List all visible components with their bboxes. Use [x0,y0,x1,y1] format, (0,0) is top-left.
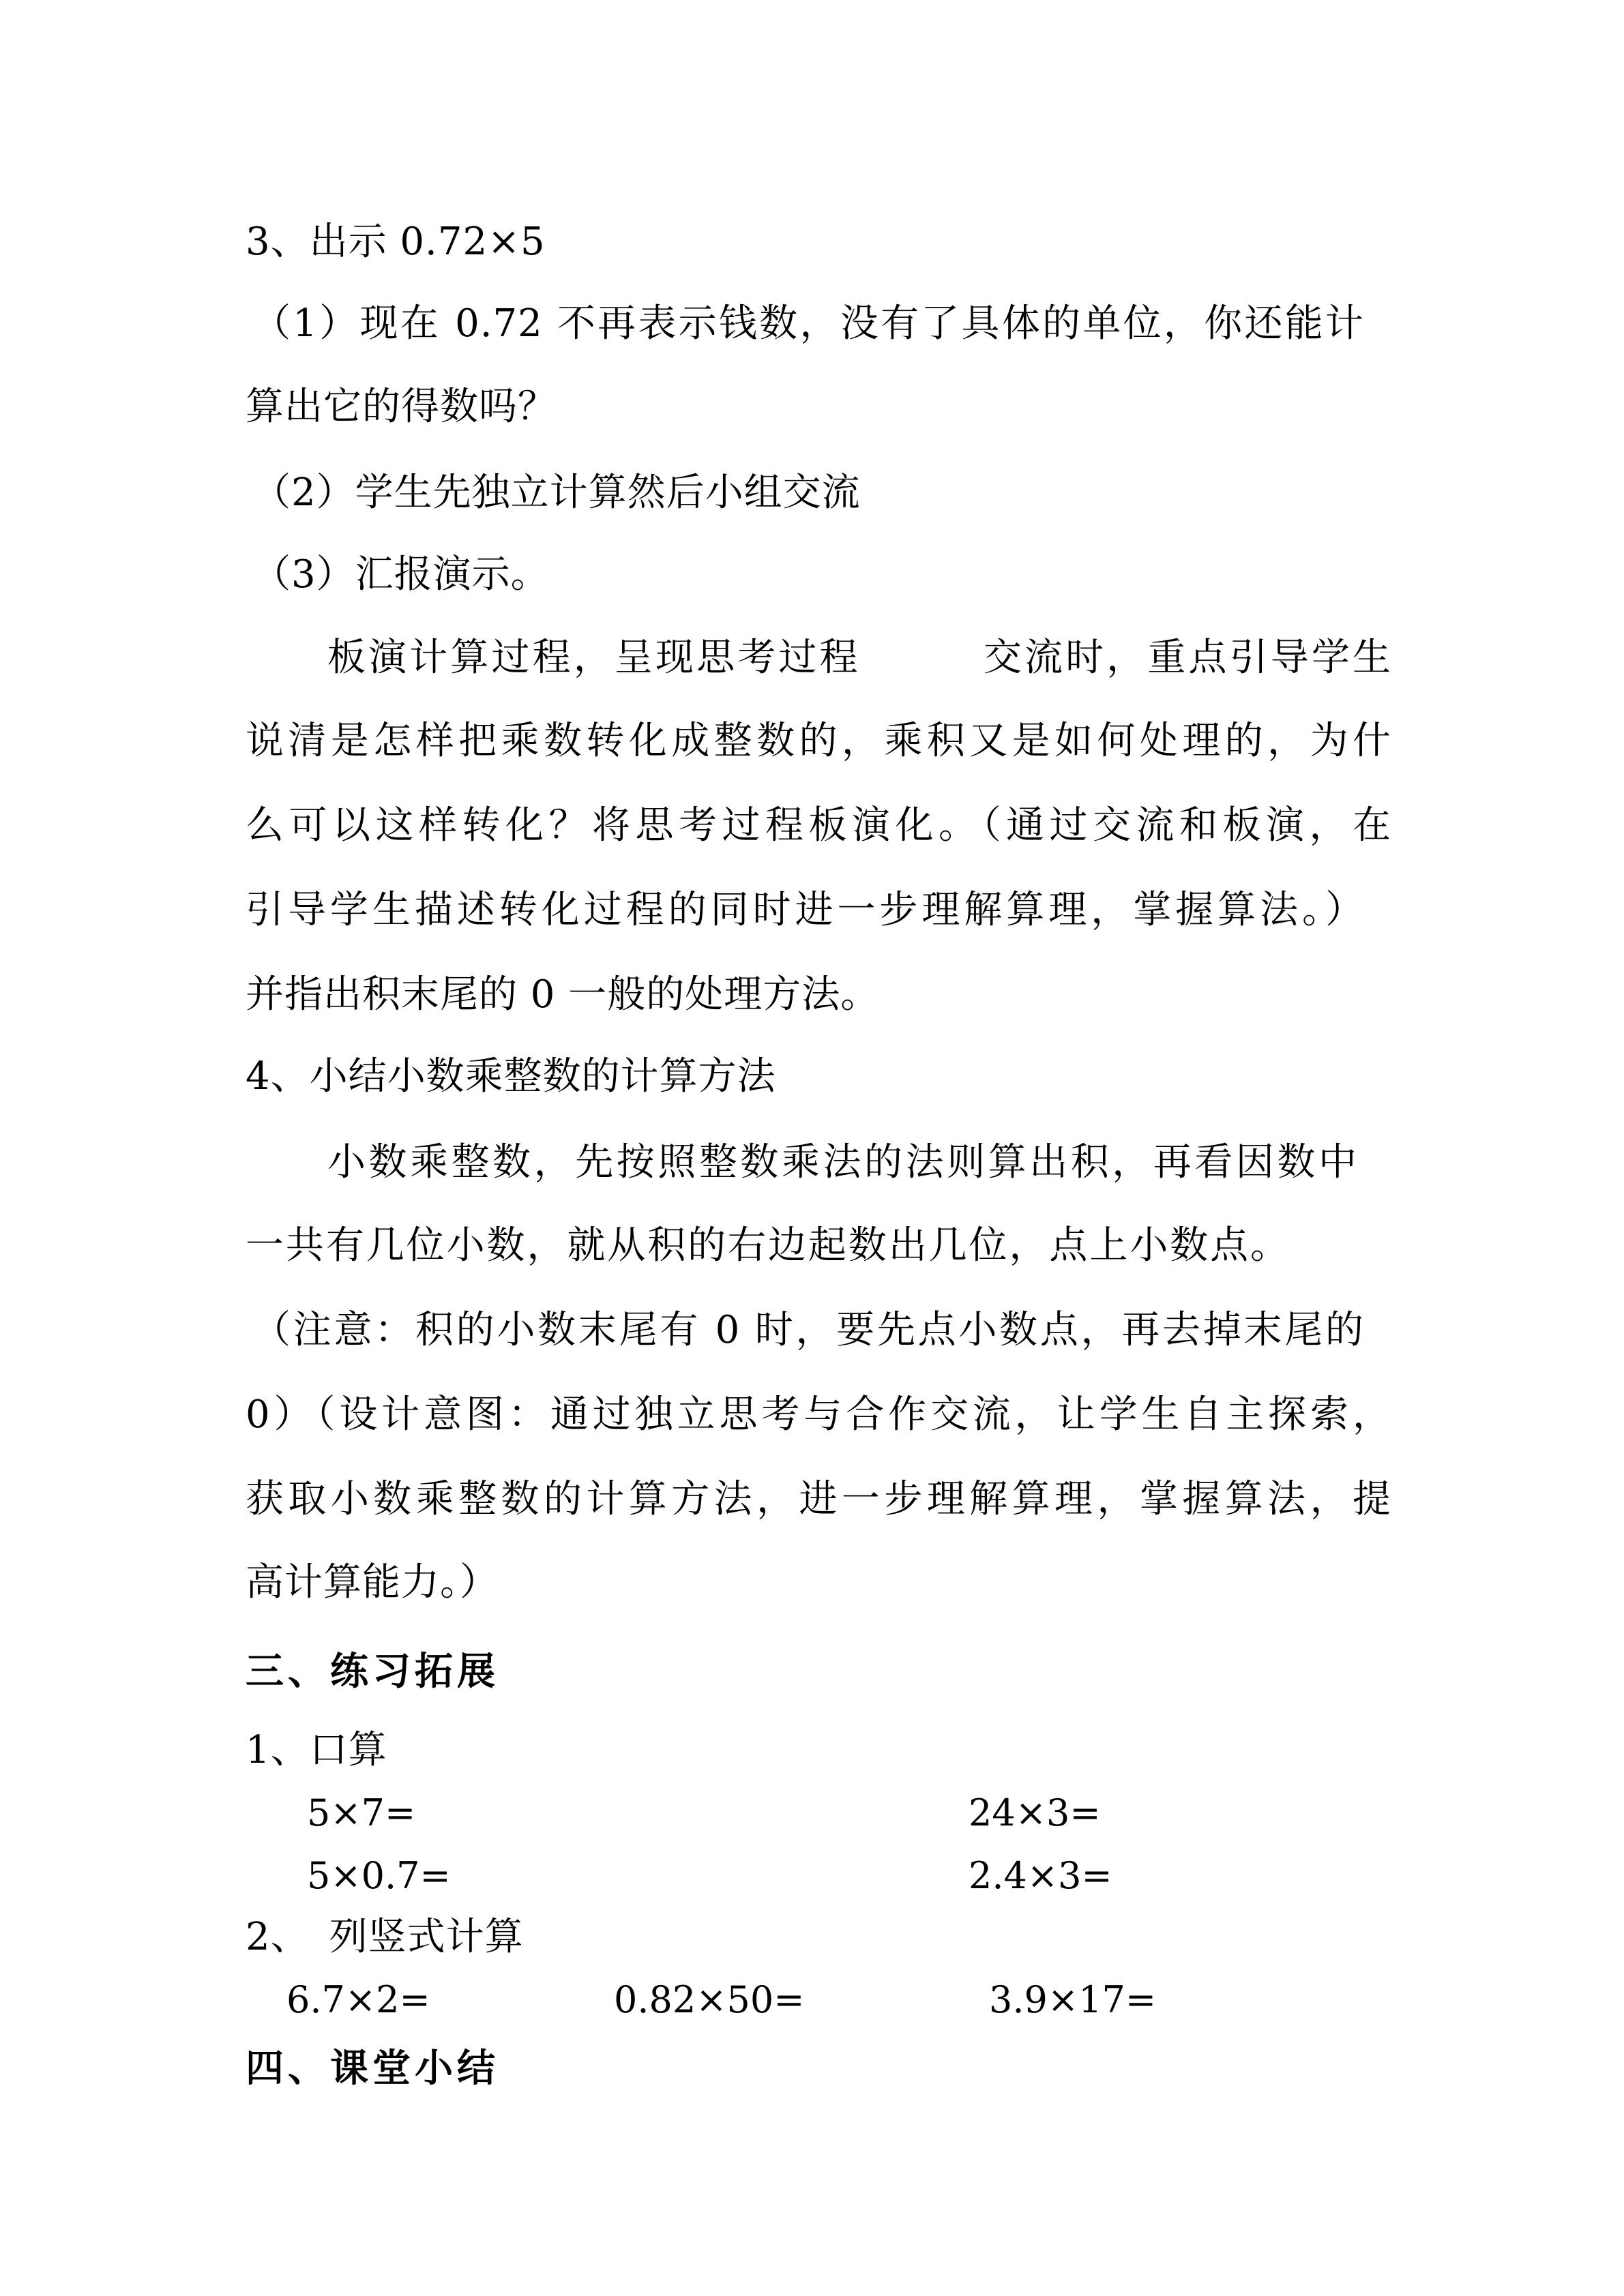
oral-problem-r2c1: 5×0.7= [307,1854,451,1897]
item4-title: 4、小结小数乘整数的计算方法 [246,1054,776,1099]
practice-heading: 三、练习拓展 [246,1649,499,1694]
vertical-problem-2: 0.82×50= [614,1978,805,2021]
vertical-problem-1: 6.7×2= [286,1978,430,2021]
sub3: （3）汇报演示。 [252,552,550,597]
sub1-line1: （1）现在 0.72 不再表示钱数，没有了具体的单位，你还能计 [252,301,1364,346]
para1-line5: 并指出积末尾的 0 一般的处理方法。 [246,972,880,1017]
sub2: （2）学生先独立计算然后小组交流 [252,471,861,515]
oral-title: 1、口算 [246,1728,387,1772]
para1-line4: 引导学生描述转化过程的同时进一步理解算理，掌握算法。） [246,888,1364,932]
para2-line6: 高计算能力。） [246,1560,499,1605]
oral-problem-r1c2: 24×3= [969,1791,1101,1834]
oral-problem-r1c1: 5×7= [307,1791,416,1834]
para2-line1: 小数乘整数，先按照整数乘法的法则算出积，再看因数中 [327,1140,1357,1184]
oral-problem-r2c2: 2.4×3= [969,1854,1112,1897]
para1-line1: 板演计算过程，呈现思考过程 交流时，重点引导学生 [327,636,1391,680]
para1-line3: 么可以这样转化？将思考过程板演化。（通过交流和板演，在 [246,803,1391,848]
summary-heading: 四、课堂小结 [246,2046,499,2091]
sub1-line2: 算出它的得数吗？ [246,385,557,429]
para2-line2: 一共有几位小数，就从积的右边起数出几位，点上小数点。 [246,1223,1289,1268]
para2-line5: 获取小数乘整数的计算方法，进一步理解算理，掌握算法，提 [246,1477,1391,1521]
para2-line3: （注意：积的小数末尾有 0 时，要先点小数点，再去掉末尾的 [252,1308,1364,1352]
vertical-problem-3: 3.9×17= [989,1978,1157,2021]
item3-title: 3、出示 0.72×5 [246,220,546,264]
vertical-title: 2、 列竖式计算 [246,1915,524,1959]
para2-line4: 0）（设计意图：通过独立思考与合作交流，让学生自主探索， [246,1392,1391,1437]
para1-line2: 说清是怎样把乘数转化成整数的，乘积又是如何处理的，为什 [246,719,1391,763]
